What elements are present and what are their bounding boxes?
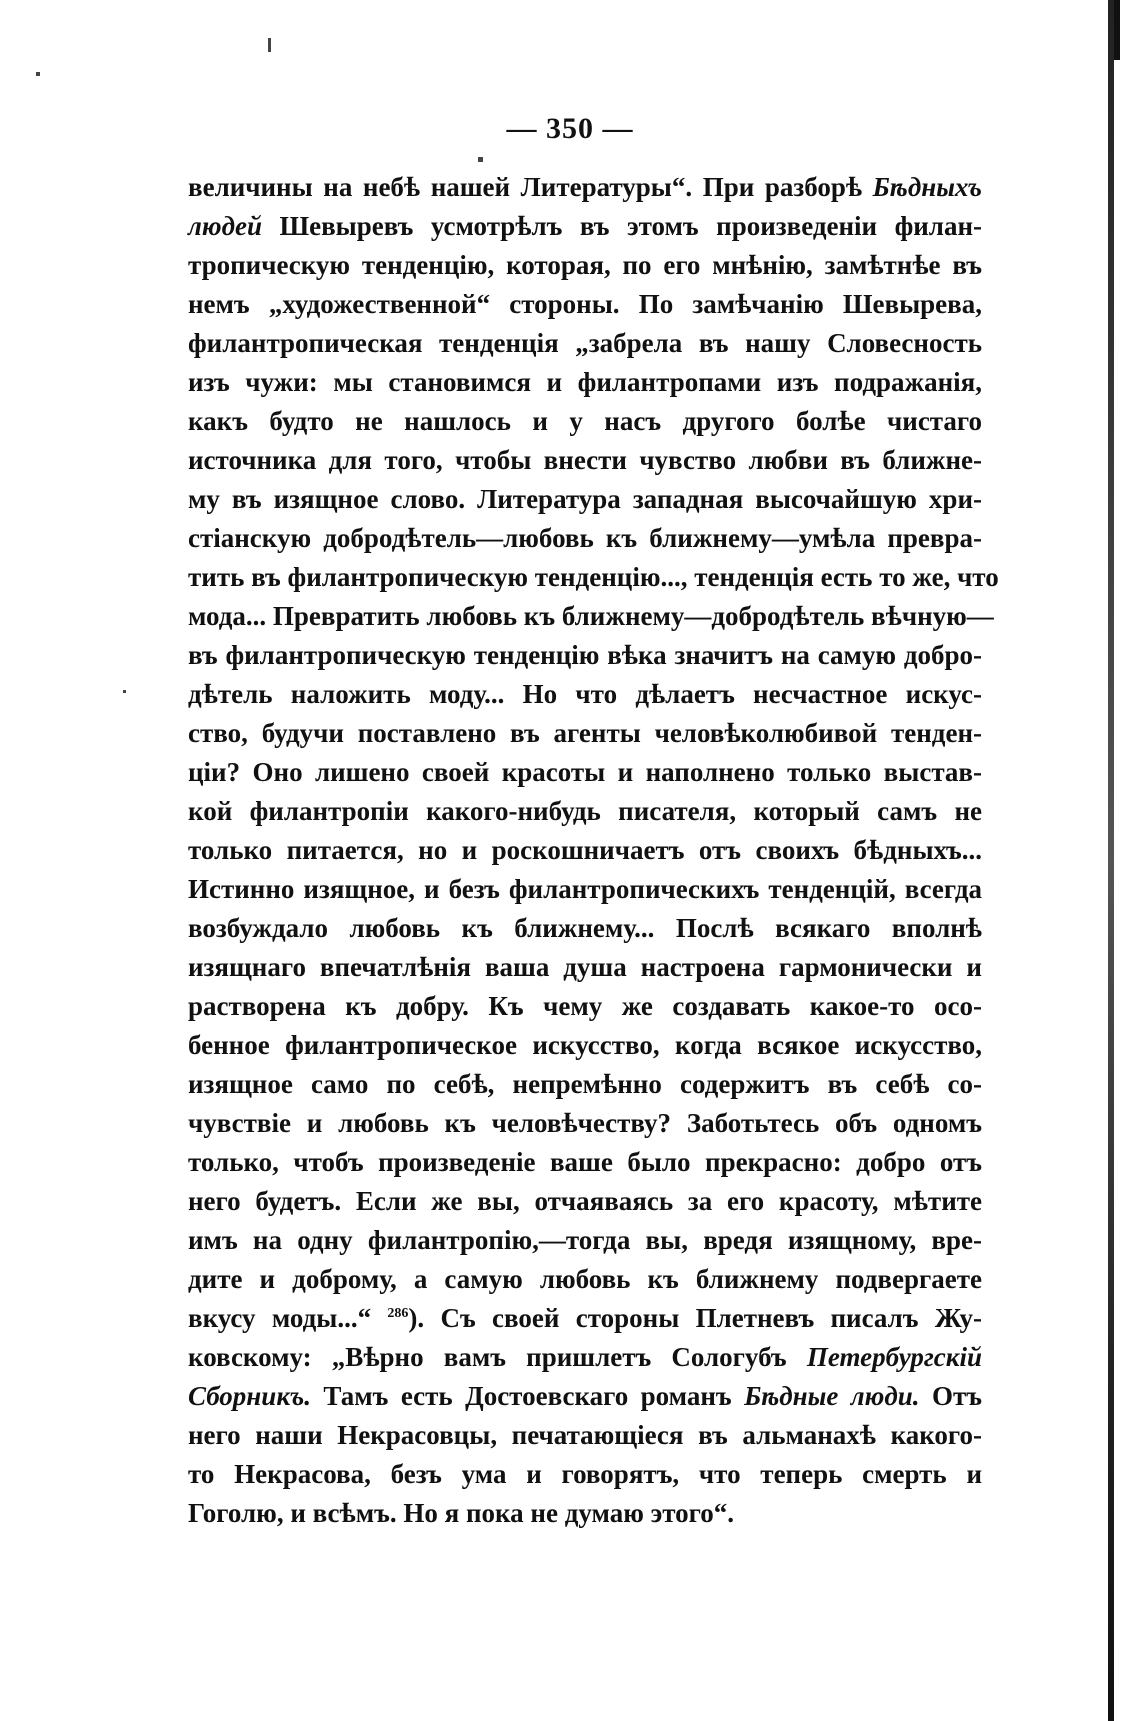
scan-speck (123, 690, 126, 693)
text-segment: вкусу моды...“ (188, 1303, 388, 1333)
text-segment: Шевыревъ усмотрѣлъ въ этомъ произведенiи филан- (261, 211, 982, 241)
text-line (188, 597, 994, 636)
text-segment: имъ на одну филантропiю,—тогда вы, вредя изящному, вре- (188, 1225, 982, 1255)
italic-title: людей (188, 211, 262, 241)
text-segment: изящнаго впечатлѣнiя ваша душа настроена гармонически и (188, 952, 982, 982)
text-line (188, 246, 982, 285)
text-line (188, 168, 982, 207)
text-segment: источника для того, чтобы внести чувство любви въ ближне- (188, 445, 982, 475)
text-segment: величины на небѣ нашей Литературы“. При разборѣ (188, 172, 873, 202)
text-segment: бенное филантропическое искусство, когда всякое искусство, (188, 1030, 982, 1060)
text-segment: то Некрасова, безъ ума и говорятъ, что теперь смерть и (188, 1459, 982, 1489)
text-line (188, 324, 982, 363)
text-line (188, 792, 982, 831)
text-line (188, 1221, 982, 1260)
page-number: — 350 — (506, 112, 634, 145)
text-line (188, 987, 982, 1026)
italic-title: Бѣдныхъ (872, 172, 982, 202)
text-line (188, 1260, 982, 1299)
text-segment: изъ чужи: мы становимся и филантропами изъ подражанiя, (188, 367, 982, 397)
text-line (188, 948, 982, 987)
scan-speck (478, 157, 483, 162)
scan-speck (268, 38, 271, 52)
text-segment: Истинно изящное, и безъ филантропическихъ тенденцiй, всегда (188, 874, 982, 904)
text-segment: Отъ (919, 1381, 982, 1411)
text-segment: изящное само по себѣ, непремѣнно содержитъ въ себѣ со- (188, 1069, 982, 1099)
text-line (188, 441, 982, 480)
text-segment: Тамъ есть Достоевскаго романъ (310, 1381, 745, 1411)
text-line (188, 1143, 982, 1182)
text-segment: него наши Некрасовцы, печатающiеся въ альманахѣ какого- (188, 1420, 982, 1450)
text-line (188, 909, 982, 948)
text-line (188, 675, 982, 714)
text-line (188, 1338, 982, 1377)
text-line (188, 1182, 982, 1221)
text-segment: дѣтель наложить моду... Но что дѣлаетъ несчастное искус- (188, 679, 982, 709)
text-segment: стiанскую добродѣтель—любовь къ ближнему—умѣла превра- (188, 523, 982, 553)
text-line (188, 402, 982, 441)
text-line (188, 480, 982, 519)
text-line (188, 285, 982, 324)
text-line (188, 558, 999, 597)
text-segment: какъ будто не нашлось и у насъ другого болѣе чистаго (188, 406, 982, 436)
text-segment: него будетъ. Если же вы, отчаяваясь за его красоту, мѣтите (188, 1186, 982, 1216)
text-segment: тропическую тенденцiю, которая, по его мнѣнiю, замѣтнѣе въ (188, 250, 982, 280)
text-line (188, 1377, 982, 1416)
text-segment: въ филантропическую тенденцiю вѣка значитъ на самую добро- (188, 640, 982, 670)
text-segment: ство, будучи поставлено въ агенты человѣколюбивой тенден- (188, 718, 982, 748)
text-line (188, 1494, 982, 1533)
text-line (188, 753, 982, 792)
text-segment: мода... Превратить любовь къ ближнему—добродѣтель вѣчную— (188, 601, 994, 631)
text-line (188, 714, 982, 753)
text-segment: цiи? Оно лишено своей красоты и наполнено только выстав- (188, 757, 982, 787)
text-line (188, 870, 982, 909)
text-segment: только, чтобъ произведенiе ваше было прекрасно: добро отъ (188, 1147, 982, 1177)
text-segment: филантропическая тенденцiя „забрела въ нашу Словесность (188, 328, 982, 358)
text-segment: му въ изящное слово. Литература западная высочайшую хри- (188, 484, 982, 514)
scan-speck (36, 72, 40, 76)
text-segment: Гоголю, и всѣмъ. Но я пока не думаю этого“. (188, 1498, 735, 1528)
text-segment: кой филантропiи какого-нибудь писателя, который самъ не (188, 796, 982, 826)
text-segment: ). Съ своей стороны Плетневъ писалъ Жу- (408, 1303, 982, 1333)
text-segment: чувствiе и любовь къ человѣчеству? Заботьтесь объ одномъ (188, 1108, 982, 1138)
text-segment: возбуждало любовь къ ближнему... Послѣ всякаго вполнѣ (188, 913, 982, 943)
text-line (188, 1065, 982, 1104)
italic-title: Сборникъ. (188, 1381, 311, 1411)
text-line (188, 636, 982, 675)
text-line (188, 1416, 982, 1455)
text-line (188, 363, 982, 402)
italic-title: Бѣдные люди. (744, 1381, 920, 1411)
footnote-ref: 286 (387, 1306, 409, 1321)
text-line (188, 519, 982, 558)
text-segment: тить въ филантропическую тенденцiю..., тенденцiя есть то же, что (188, 562, 999, 592)
scan-edge (1108, 0, 1114, 1721)
text-line (188, 831, 982, 870)
text-line (188, 207, 982, 246)
body-text (188, 168, 999, 1533)
text-segment: дите и доброму, а самую любовь къ ближнему подвергаете (188, 1264, 982, 1294)
text-segment: только питается, но и роскошничаетъ отъ своихъ бѣдныхъ... (188, 835, 982, 865)
text-segment: растворена къ добру. Къ чему же создавать какое-то осо- (188, 991, 982, 1021)
text-segment: немъ „художественной“ стороны. По замѣчанiю Шевырева, (188, 289, 982, 319)
text-line (188, 1455, 982, 1494)
text-line (188, 1104, 982, 1143)
text-line (188, 1299, 982, 1338)
text-line (188, 1026, 982, 1065)
italic-title: Петербургскiй (806, 1342, 982, 1372)
text-segment: ковскому: „Вѣрно вамъ пришлетъ Сологубъ (188, 1342, 807, 1372)
